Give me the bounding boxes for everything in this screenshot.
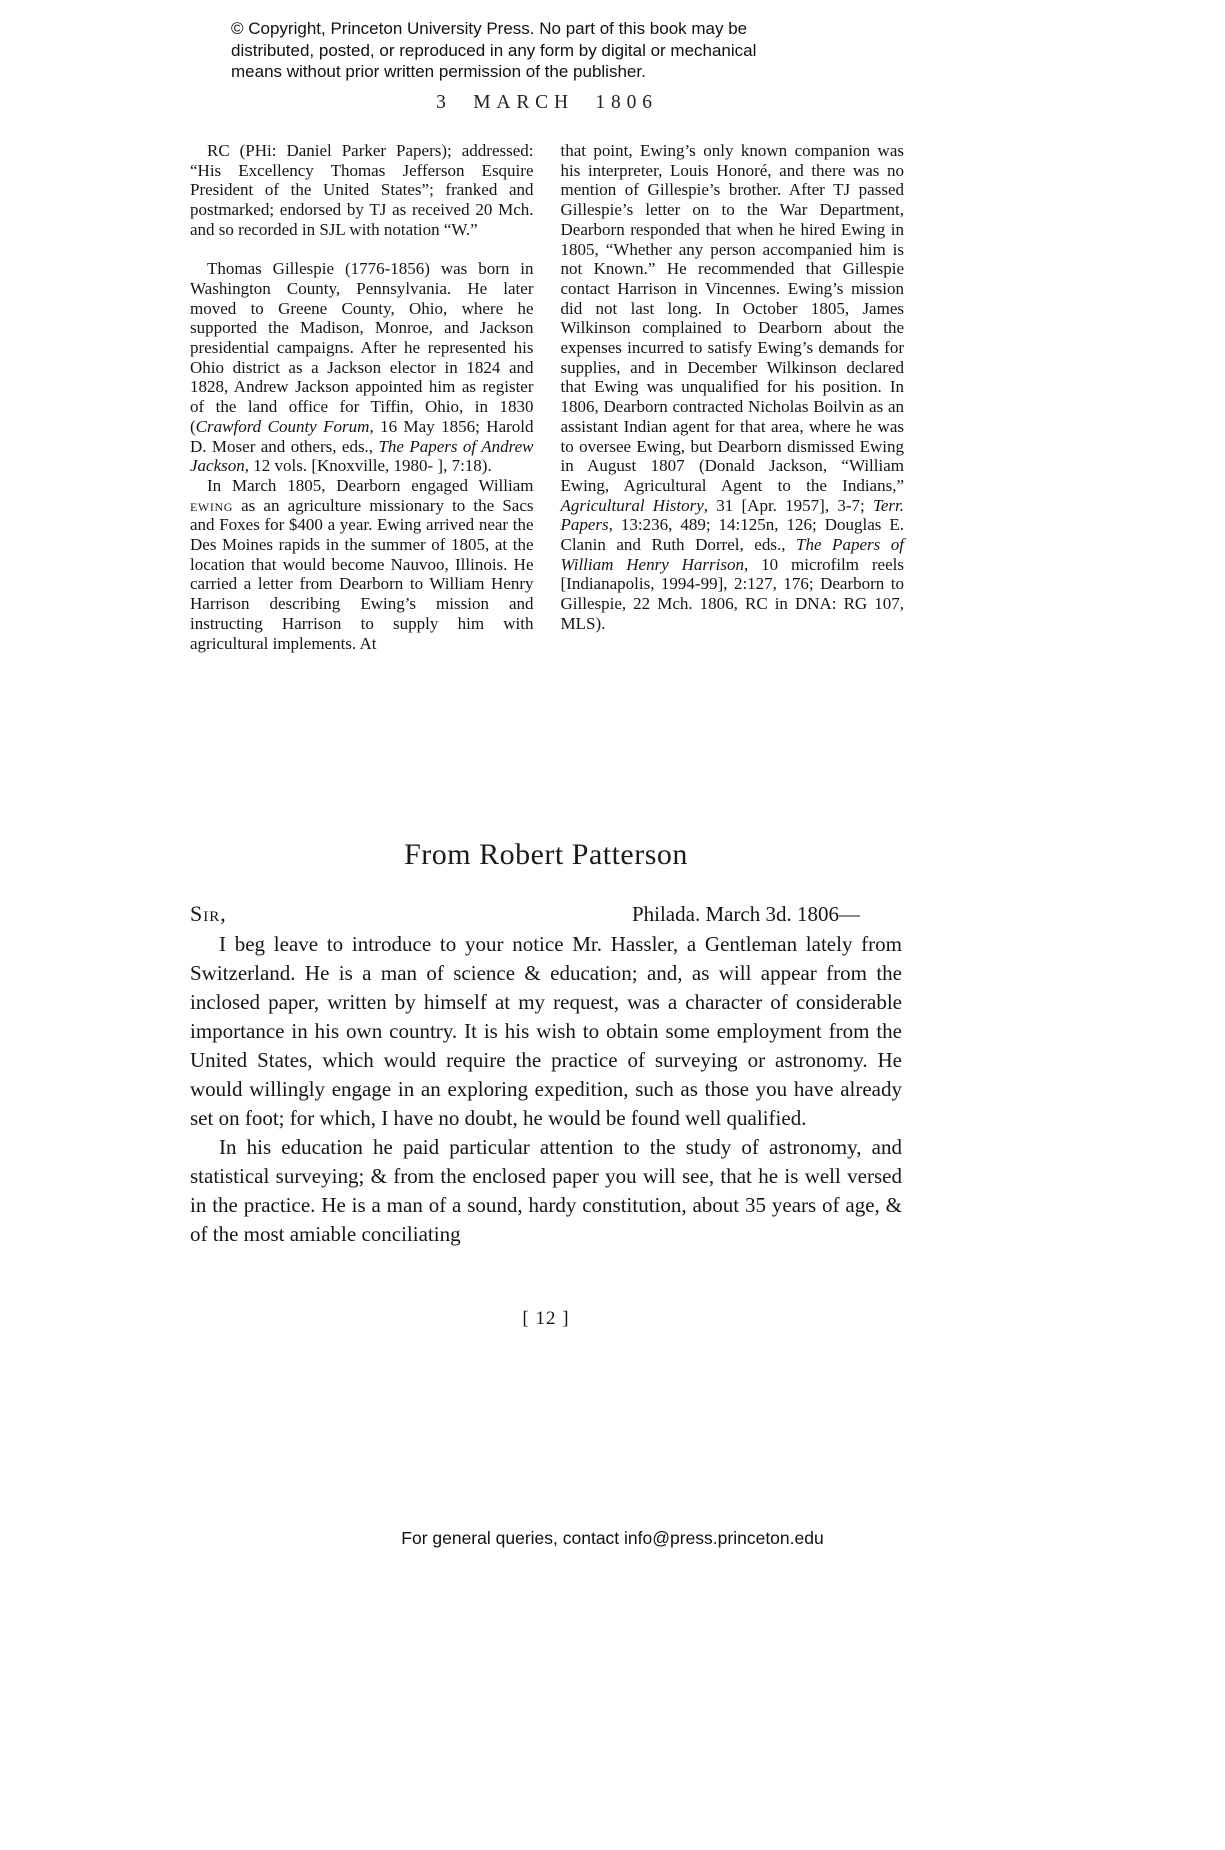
salutation-row — [190, 899, 902, 929]
letter-paragraph: In his education he paid particular attention to the study of astronomy, and statistical surveying; & from the enclosed paper you will see, that he is well versed in the practice. He is a man of a sound, hardy constitution, about 35 years of age, & of the most amiable conciliating — [190, 1135, 902, 1246]
small-caps-text: ewing — [190, 495, 233, 515]
running-head: 3 MARCH 1806 — [436, 92, 658, 113]
page-number: [ 12 ] — [522, 1308, 570, 1329]
dateline: Philada. March 3d. 1806— — [631, 902, 860, 926]
editorial-note — [190, 141, 904, 653]
letter-heading: From Robert Patterson — [404, 838, 688, 871]
note-paragraph: RC (PHi: Daniel Parker Papers); addressed: “His Excellency Thomas Jefferson Esquire President of the United States”; franked and postmarked; endorsed by TJ as received 20 Mch. and so recorded in SJL with notation “W.” — [190, 141, 534, 239]
copyright-notice: © Copyright, Princeton University Press. No part of this book may be distributed, posted, or reproduced in any form by digital or mechanical means without prior written permission of the publisher. — [231, 19, 757, 81]
footer-note: For general queries, contact info@press.princeton.edu — [401, 1528, 824, 1548]
note-paragraph: that point, Ewing’s only known companion was his interpreter, Louis Honoré, and there was no mention of Gillespie’s brother. After TJ passed Gillespie’s letter on to the War Department, Dearborn responded that when he hired Ewing in 1805, “Whether any person accompanied him is not Known.” He recommended that Gillespie contact Harrison in Vincennes. Ewing’s mission did not last long. In October 1805, James Wilkinson complained to Dearborn about the expenses incurred to satisfy Ewing’s demands for supplies, and in December Wilkinson declared that Ewing was unqualified for his position. In 1806, Dearborn contracted Nicholas Boilvin as an assistant Indian agent for that area, where he was to oversee Ewing, but Dearborn dismissed Ewing in August 1807 (Donald Jackson, “William Ewing, Agricultural Agent to the Indians,” Agricultural History, 31 [Apr. 1957], 3-7; Terr. Papers, 13:236, 489; 14:125n, 126; Douglas E. Clanin and Ruth Dorrel, eds., The Papers of William Henry Harrison, 10 microfilm reels [Indianapolis, 1994-99], 2:127, 176; Dearborn to Gillespie, 22 Mch. 1806, RC in DNA: RG 107, MLS). — [560, 141, 904, 633]
italic-text: The Papers of William Henry Harrison — [560, 535, 904, 574]
salutation: Sir, — [190, 901, 227, 926]
letter-paragraph: I beg leave to introduce to your notice Mr. Hassler, a Gentleman lately from Switzerland. He is a man of science & education; and, as will appear from the inclosed paper, written by himself at my request, was a character of considerable importance in his own country. It is his wish to obtain some employment from the United States, which would require the practice of surveying or astronomy. He would willingly engage in an exploring expedition, such as those you have already set on foot; for which, I have no doubt, he would be found well qualified. — [190, 932, 902, 1130]
letter-body — [190, 930, 902, 1249]
note-paragraph: In March 1805, Dearborn engaged William ewing as an agriculture missionary to the Sacs and Foxes for $400 a year. Ewing arrived near the Des Moines rapids in the summer of 1805, at the location that would become Nauvoo, Illinois. He carried a letter from Dearborn to William Henry Harrison describing Ewing’s mission and instructing Harrison to supply him with agricultural implements. At — [190, 475, 534, 653]
note-paragraph: Thomas Gillespie (1776-1856) was born in Washington County, Pennsylvania. He later moved to Greene County, Ohio, where he supported the Madison, Monroe, and Jackson presidential campaigns. After he represented his Ohio district as a Jackson elector in 1824 and 1828, Andrew Jackson appointed him as register of the land office for Tiffin, Ohio, in 1830 (Crawford County Forum, 16 May 1856; Harold D. Moser and others, eds., The Papers of Andrew Jackson, 12 vols. [Knoxville, 1980- ], 7:18). — [190, 259, 534, 476]
italic-text: Crawford County Forum — [195, 416, 370, 436]
italic-text: Agricultural History — [560, 495, 704, 515]
note-left-column — [190, 141, 534, 653]
italic-text: The Papers of Andrew Jackson — [190, 436, 534, 476]
letter-section — [190, 838, 902, 1249]
italic-text: Terr. Papers — [560, 495, 904, 535]
note-right-column — [561, 141, 905, 653]
